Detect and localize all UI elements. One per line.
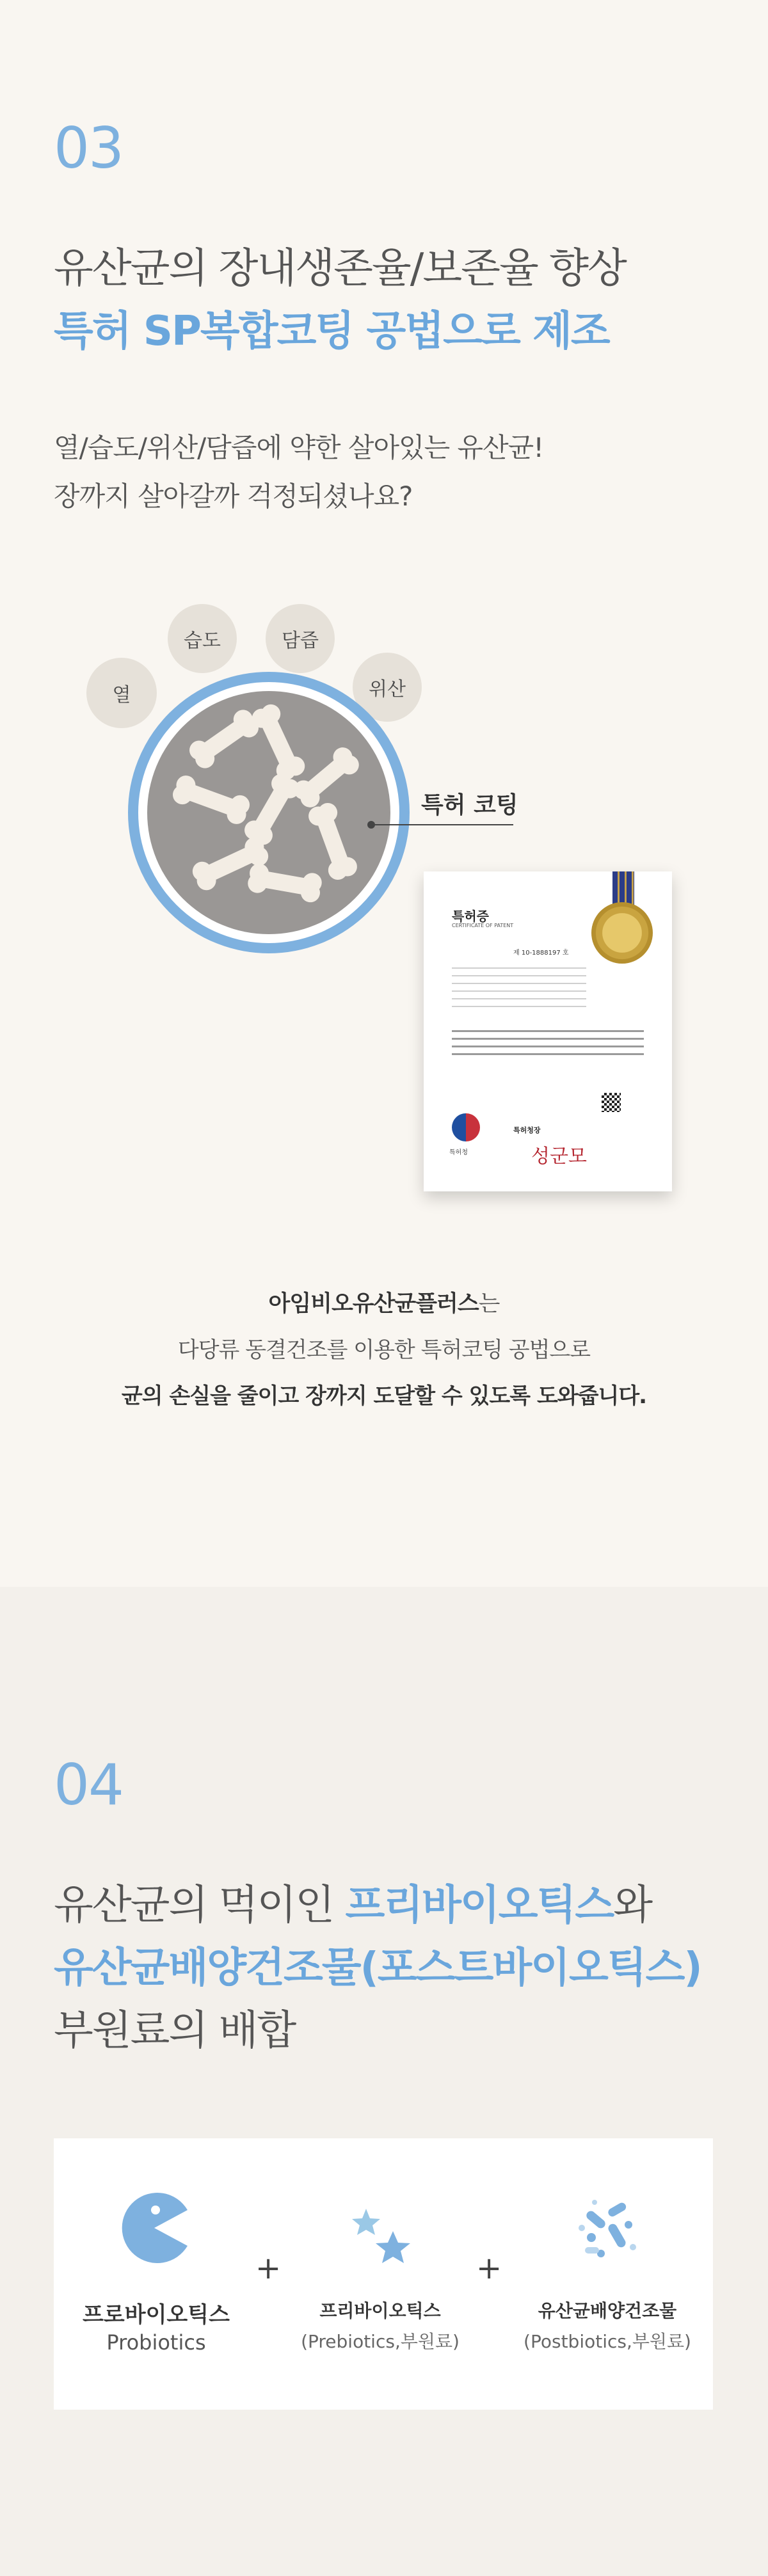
patent-certificate: [424, 871, 672, 1191]
particles-icon: [572, 2196, 643, 2266]
certificate-body: [452, 1030, 644, 1057]
coated-bacteria-icon: [128, 672, 410, 953]
section-number: 03: [54, 115, 123, 181]
bubble-label: 열: [112, 684, 131, 706]
certificate-fields: [452, 967, 586, 1012]
prebiotics-name: 프리바이오틱스: [319, 2300, 441, 2321]
certificate-title: 특허증: [452, 909, 489, 924]
coating-pointer-line: [372, 824, 513, 825]
headline-line1: [54, 1875, 652, 1936]
humidity-bubble: [168, 604, 237, 673]
probiotics-name: 프로바이오틱스: [83, 2302, 230, 2328]
bile-bubble: [266, 604, 335, 673]
description-line1: [0, 1286, 768, 1318]
question-line1: 열/습도/위산/담즙에 약한 살아있는 유산균!: [54, 432, 544, 463]
brand-name: 아임비오유산균플러스: [268, 1291, 479, 1317]
headline-line2: 유산균배양건조물(포스트바이오틱스): [54, 1944, 701, 1992]
brand-suffix: 는: [478, 1291, 500, 1317]
pacman-icon: [116, 2190, 193, 2266]
coating-pointer-dot: [367, 821, 375, 829]
issuer: 특허청장: [513, 1126, 541, 1134]
official-stamp-signature: 성군모: [531, 1145, 587, 1168]
kipo-logo-icon: [452, 1113, 480, 1141]
headline-highlight: 프리바이오틱스: [345, 1882, 614, 1929]
description-line3: 균의 손실을 줄이고 장까지 도달할 수 있도록 도와줍니다.: [121, 1383, 647, 1409]
description-line2: 다당류 동결건조를 이용한 특허코팅 공법으로: [177, 1337, 591, 1363]
plus-sign: +: [255, 2250, 282, 2286]
qr-code-icon: [602, 1093, 621, 1112]
headline-line2: 특허 SP복합코팅 공법으로 제조: [54, 308, 609, 355]
question-line2: 장까지 살아갈까 걱정되셨나요?: [54, 481, 413, 512]
bubble-label: 습도: [184, 630, 221, 652]
section-number: 04: [54, 1752, 123, 1818]
bubble-label: 위산: [369, 678, 406, 701]
bubble-label: 담즙: [282, 630, 319, 652]
headline-line3: 부원료의 배합: [54, 2007, 296, 2055]
coating-label: 특허 코팅: [421, 792, 518, 818]
certificate-subtitle: CERTIFICATE OF PATENT: [452, 923, 514, 928]
prebiotics-sub: (Prebiotics,부원료): [301, 2331, 460, 2352]
gold-seal-icon: [591, 902, 653, 964]
section-04: [0, 1587, 768, 2576]
headline-text: 와: [613, 1882, 652, 1929]
postbiotics-name: 유산균배양건조물: [538, 2300, 677, 2321]
probiotics-sub: Probiotics: [106, 2330, 206, 2355]
plus-sign: +: [476, 2250, 502, 2286]
ingredients-card: [54, 2138, 713, 2410]
headline-text: 유산균의 먹이인: [54, 1882, 346, 1929]
stars-icon: [347, 2206, 417, 2270]
postbiotics-sub: (Postbiotics,부원료): [524, 2331, 691, 2352]
patent-number: 제 10-1888197 호: [513, 950, 569, 957]
office-name: 특허청: [449, 1149, 468, 1156]
headline-line1: 유산균의 장내생존율/보존율 향상: [54, 245, 626, 292]
